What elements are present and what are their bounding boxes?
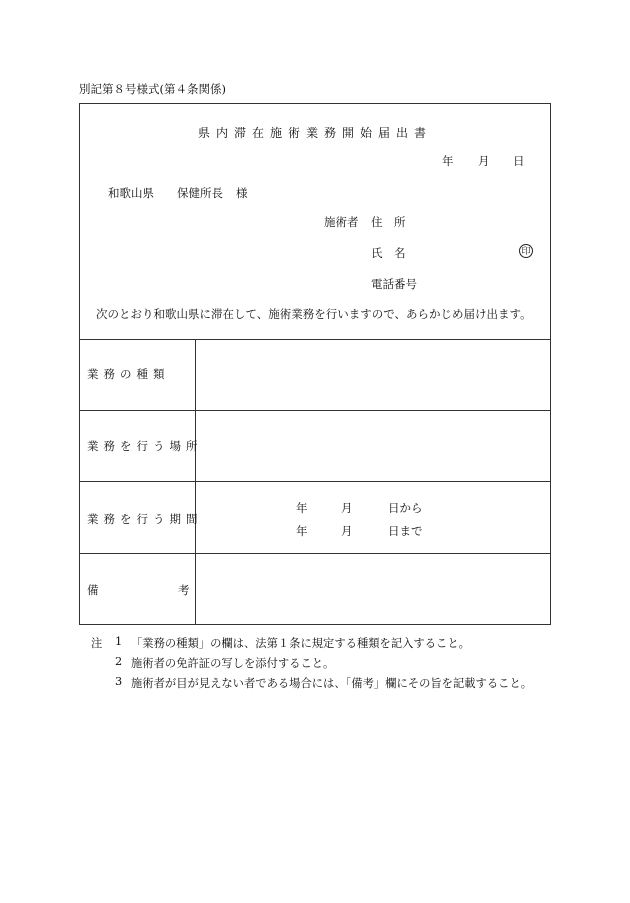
form-frame [79, 103, 551, 625]
date-day-label: 日 [513, 154, 525, 168]
note-number: 1 [115, 635, 123, 648]
date-year-label: 年 [442, 154, 454, 168]
form-title: 県内滞在施術業務開始届出書 [197, 126, 432, 140]
form-number-label: 別記第８号様式(第４条関係) [79, 82, 226, 96]
period-until-day: 日まで [388, 524, 423, 538]
note-text: 「業務の種類」の欄は、法第１条に規定する種類を記入すること。 [131, 637, 470, 650]
addressee-honorific: 様 [236, 186, 248, 200]
divider-row-1 [79, 410, 551, 411]
column-divider [195, 339, 196, 625]
note-number: 3 [115, 675, 123, 688]
date-month-label: 月 [478, 154, 490, 168]
divider-row-2 [79, 481, 551, 482]
period-from-month: 月 [341, 501, 353, 515]
note-number: 2 [115, 655, 123, 668]
period-until-year: 年 [296, 524, 308, 538]
row-label-business-type: 業務の種類 [87, 367, 170, 381]
addressee-prefecture: 和歌山県 [108, 186, 154, 200]
divider-header [79, 339, 551, 340]
note-text: 施術者が目が見えない者である場合には、「備考」欄にその旨を記載すること。 [131, 677, 533, 690]
divider-row-3 [79, 553, 551, 554]
row-label-remarks-right: 考 [178, 583, 190, 597]
addressee-title: 保健所長 [177, 186, 223, 200]
phone-label: 電話番号 [371, 277, 417, 291]
row-label-business-place: 業務を行う場所 [87, 439, 203, 453]
row-label-remarks-left: 備 [87, 583, 99, 597]
notes-prefix: 注 [91, 637, 103, 650]
address-label: 住 所 [371, 215, 406, 229]
name-label: 氏 名 [371, 246, 406, 260]
period-until-month: 月 [341, 524, 353, 538]
note-text: 施術者の免許証の写しを添付すること。 [131, 657, 335, 670]
statement-text: 次のとおり和歌山県に滞在して、施術業務を行いますので、あらかじめ届け出ます。 [96, 307, 532, 321]
seal-mark: 印 [519, 244, 533, 258]
period-from-day: 日から [388, 501, 423, 515]
period-from-year: 年 [296, 501, 308, 515]
applicant-label: 施術者 [324, 215, 359, 229]
row-label-business-period: 業務を行う期間 [87, 512, 203, 526]
